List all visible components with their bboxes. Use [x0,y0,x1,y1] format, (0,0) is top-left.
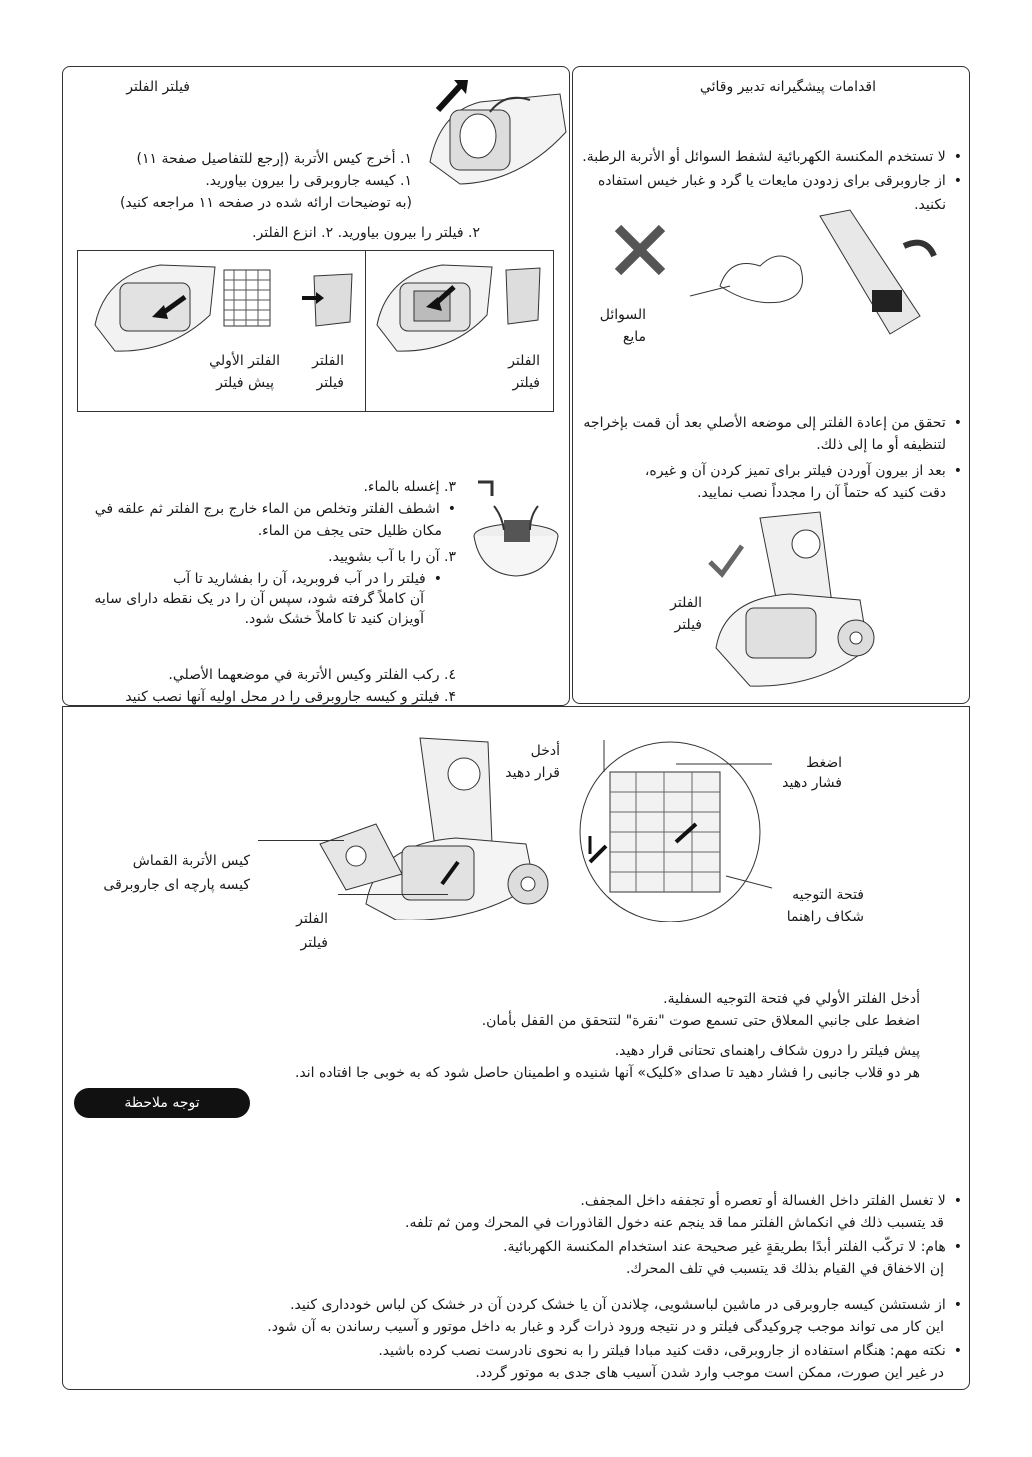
insert-label-ar: أدخل [530,743,560,759]
wash-text-fa-3: آويزان كنيد تا كاملاً خشک شود. [244,611,424,627]
insert-label-fa: قرار دهيد [505,765,560,781]
slot-label-fa: شكاف راهنما [786,909,864,925]
warning-liquids-ar: • لا تستخدم المكنسة الكهربائية لشفط السوائل أو الأتربة الرطبة. [582,146,962,168]
warning-liquids-fa: • از جاروبرقى براى زدودن مايعات يا گرد و غبار خيس استفاده [598,170,962,192]
nozzle-liquid-illustration [690,206,940,346]
step-2: ٢. فيلتر را بيرون بياوريد. ٢. انزع الفلتر. [252,225,480,241]
wash-text-ar-1: • اشطف الفلتر وتخلص من الماء خارج برج الفلتر ثم علقه في [95,498,456,520]
diagram-divider [365,251,366,411]
bag-label-ar: كيس الأتربة القماش [132,853,250,869]
wash-text-fa-2: آن كاملاً گرفته شود، سپس آن را در يک نقطه داراى سايه [94,591,424,607]
assembly-filter-ar: الفلتر [296,911,328,927]
step-1-ref: (به توضيحات ارائه شده در صفحه ١١ مراجعه كنيد) [119,195,412,211]
press-label-fa: فشار دهيد [782,775,842,791]
note-fa-3: • نكته مهم: هنگام استفاده از جاروبرقى، دقت كنيد مبادا فيلتر را به نحوى نادرست نصب كرده باشيد. [378,1340,962,1362]
cross-icon [612,222,668,278]
liquids-label-ar: السوائل [599,307,646,323]
note-ar-4: إن الاخفاق في القيام بذلك قد يتسبب في تلف المحرك. [625,1261,944,1277]
step-1-ar: ١. أخرج كيس الأتربة (إرجع للتفاصيل صفحة ١١) [136,151,412,167]
slot-label-ar: فتحة التوجيه [792,887,864,903]
warning-liquids-fa-2: نكنيد. [914,197,946,213]
reminder-ar-2: لتنظيفه أو ما إلى ذلك. [816,437,946,453]
reassemble-ar: ٤. ركب الفلتر وكيس الأتربة في موضعهما الأصلي. [168,667,456,683]
filter-sheet-icon-2 [500,266,544,326]
press-label-ar: اضغط [806,755,842,771]
washing-basin-illustration [468,476,560,582]
note-fa-4: در غير اين صورت، ممكن است موجب وارد شدن آسيب هاى جدى به موتور گردد. [475,1365,944,1381]
vacuum-filter-illustration-right [372,255,497,355]
reminder-fa-1: • بعد از بيرون آوردن فيلتر براى تميز كردن آن و غيره، [645,460,962,482]
instruction-fa-2: هر دو قلاب جانبى را فشار دهيد تا صداى «كليک» آنها شنيده و اطمينان حاصل شود كه به خوبى جا افتاده اند. [294,1065,920,1081]
assembly-filter-fa: فيلتر [300,935,328,951]
reminder-ar-1: • تحقق من إعادة الفلتر إلى موضعه الأصلي بعد أن قمت بإخراجه [583,412,962,434]
check-filter-fa: فيلتر [674,617,702,633]
filter-label-ar-2: الفلتر [508,353,540,369]
filter-label-fa-1: فيلتر [316,375,344,391]
note-fa-1: • از شستشن كيسه جاروبرقى در ماشين لباسشويى، چلاندن آن يا خشک كردن آن در خشک كن لباس خوددارى كنيد. [290,1294,962,1316]
prefilter-label-fa: پيش فيلتر [216,375,274,391]
reassemble-fa: ۴. فيلتر و كيسه جاروبرقى را در محل اوليه آنها نصب كنيد [125,689,456,705]
wash-step-fa: ٣. آن را با آب بشوييد. [328,549,456,565]
wash-step-ar: ٣. إغسله بالماء. [363,479,456,495]
wash-text-fa-1: • فيلتر را در آب فروبريد، آن را بفشاريد تا آب [173,568,442,590]
note-badge: توجه ملاحظة [74,1088,250,1118]
liquids-label-fa: مايع [622,329,646,345]
instruction-ar-1: أدخل الفلتر الأولي في فتحة التوجيه السفلية. [663,991,920,1007]
instruction-fa-1: پيش فيلتر را درون شكاف راهنماى تحتانى قرار دهيد. [614,1043,920,1059]
note-ar-2: قد يتسبب ذلك في انكماش الفلتر مما قد ينجم عنه دخول القاذورات في المحرك ومن ثم تلفه. [405,1215,944,1231]
vacuum-open-illustration [420,72,568,192]
wash-text-ar-2: مكان ظليل حتى يجف من الماء. [257,523,442,539]
note-fa-2: اين كار مى تواند موجب چروكيدگى فيلتر و در نتيجه ورود ذرات گرد و غبار به داخل موتور و آسيب رساندن به آن شود. [267,1319,944,1335]
leader-line-bag [258,840,344,841]
note-ar-1: • لا تغسل الفلتر داخل الغسالة أو تعصره أو تجففه داخل المجفف. [580,1190,962,1212]
guide-slot-closeup [536,736,786,922]
step-1-fa: ١. كيسه جاروبرقى را بيرون بياوريد. [205,173,412,189]
note-ar-3: • هام: لا تركّب الفلتر أبدًا بطريقةٍ غير صحيحة عند استخدام المكنسة الكهربائية. [503,1236,962,1258]
instruction-ar-2: اضغط على جانبي المعلاق حتى تسمع صوت "نقرة" لتتحقق من القفل بأمان. [481,1013,920,1029]
leader-line-filter [338,894,448,895]
filter-label-ar-1: الفلتر [312,353,344,369]
prefilter-label-ar: الفلتر الأولي [209,353,280,369]
vacuum-filter-illustration-left [90,255,220,355]
reminder-fa-2: دقت كنيد كه حتماً آن را مجدداً نصب نماييد. [697,485,946,501]
left-title: فيلتر الفلتر [126,79,190,95]
vacuum-check-illustration [710,508,878,694]
filter-label-fa-2: فيلتر [512,375,540,391]
bag-label-fa: كيسه پارچه اى جاروبرقى [103,877,250,893]
check-filter-ar: الفلتر [670,595,702,611]
right-title: اقدامات پيشگيرانه تدبير وقائي [699,79,876,95]
prefilter-grid-icon [222,268,272,328]
filter-sheet-icon-1 [300,272,356,328]
